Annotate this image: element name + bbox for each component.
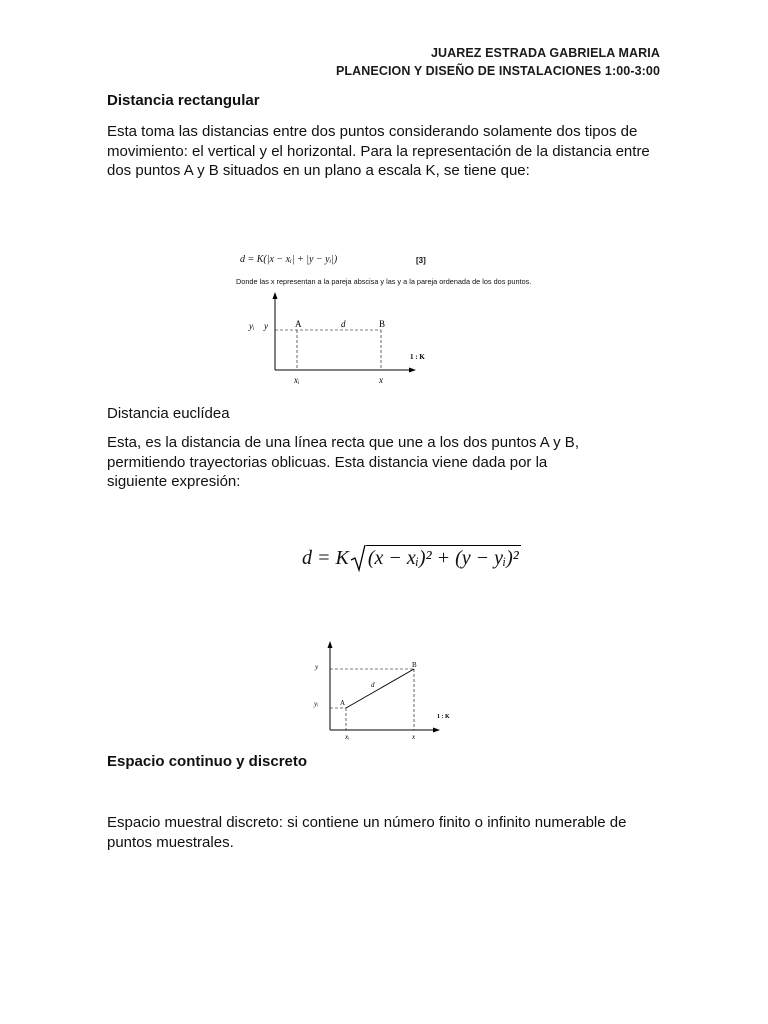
label-b: B xyxy=(412,661,417,669)
y-axis-arrow-icon xyxy=(328,641,333,648)
label-yi: yᵢ xyxy=(249,321,255,331)
paragraph-rectangular: Esta toma las distancias entre dos puntos considerando solamente dos tipos de movimiento: el vertical y el horizontal. Para la representación de la distancia entre dos puntos A y B situados en un plano a escala K, se tiene que: xyxy=(107,123,650,179)
formula-euclidean xyxy=(302,544,521,572)
rectangular-distance-diagram xyxy=(240,290,450,390)
label-y: y xyxy=(315,663,319,671)
x-axis-arrow-icon xyxy=(409,368,416,373)
section-title-rectangular: Distancia rectangular xyxy=(107,92,260,109)
sqrt-icon xyxy=(350,544,366,572)
formula-reference: [3] xyxy=(416,256,426,265)
formula-rectangular: d = K(|x − xᵢ| + |y − yᵢ|) xyxy=(240,254,338,265)
label-scale: 1 : K xyxy=(410,353,425,361)
label-scale: 1 : K xyxy=(437,714,450,720)
label-d: d xyxy=(371,681,375,689)
label-y: y xyxy=(264,321,268,331)
label-xi: xᵢ xyxy=(294,375,300,385)
euclidean-distance-diagram xyxy=(308,640,468,742)
label-x: x xyxy=(379,375,383,385)
section-title-euclidean: Distancia euclídea xyxy=(107,405,230,422)
section-title-space: Espacio continuo y discreto xyxy=(107,753,308,770)
figure-caption: Donde las x representan a la pareja abscisa y las y a la pareja ordenada de los dos puntos. xyxy=(236,277,532,286)
paragraph-space: Espacio muestral discreto: si contiene un número finito o infinito numerable de puntos muestrales. xyxy=(107,814,627,851)
header-course: PLANECION Y DISEÑO DE INSTALACIONES 1:00-3:00 xyxy=(335,64,660,78)
label-xi: xᵢ xyxy=(345,733,350,741)
header-author: JUAREZ ESTRADA GABRIELA MARIA xyxy=(430,46,660,60)
paragraph-euclidean: Esta, es la distancia de una línea recta que une a los dos puntos A y B, permitiendo trayectorias oblicuas. Esta distancia viene dada por la siguiente expresión: xyxy=(107,434,579,490)
distance-line xyxy=(346,669,414,708)
y-axis-arrow-icon xyxy=(273,292,278,299)
formula-euclidean-left: d = K xyxy=(302,546,349,569)
formula-euclidean-radicand: (x − xᵢ)² + (y − yᵢ)² xyxy=(367,546,519,569)
label-a: A xyxy=(340,699,346,707)
label-x: x xyxy=(412,733,416,741)
label-yi: yᵢ xyxy=(314,700,319,708)
label-a: A xyxy=(295,319,302,329)
x-axis-arrow-icon xyxy=(433,728,440,733)
label-b: B xyxy=(379,319,386,329)
label-d: d xyxy=(341,319,346,329)
